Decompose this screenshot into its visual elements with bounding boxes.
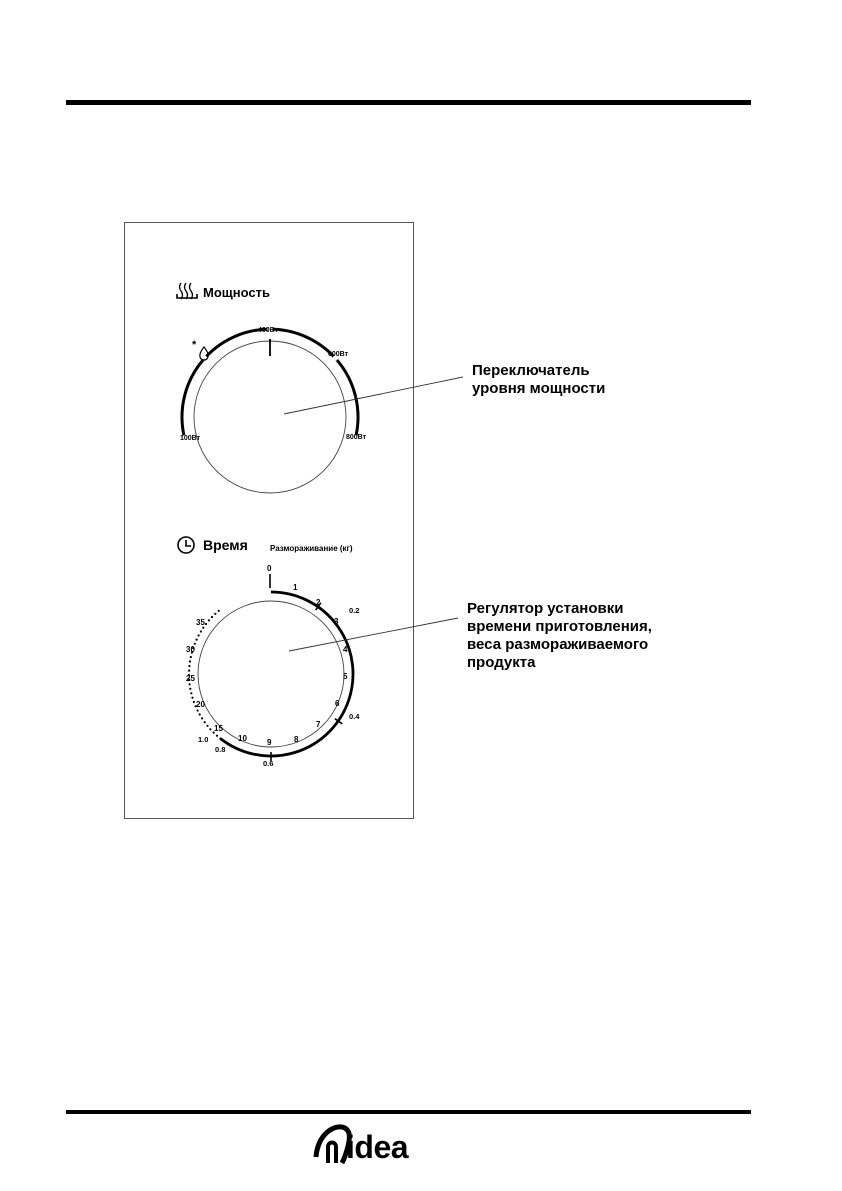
time-mark: 9 (267, 738, 272, 747)
time-mark: 0 (267, 564, 272, 573)
power-heading: Мощность (203, 285, 270, 300)
time-mark: 2 (316, 598, 321, 607)
timer-scale-dot (204, 721, 206, 723)
clock-icon (178, 537, 194, 553)
timer-scale-dot (190, 656, 192, 658)
weight-mark: 0.2 (349, 606, 360, 615)
time-mark: 15 (214, 724, 223, 733)
time-mark: 5 (343, 672, 348, 681)
time-mark: 25 (186, 674, 195, 683)
midea-logo (312, 1117, 452, 1173)
timer-scale-dot (188, 665, 190, 667)
weight-mark: 0.4 (349, 712, 360, 721)
time-mark: 4 (343, 645, 348, 654)
time-mark: 1 (293, 583, 298, 592)
timer-scale-dot (196, 639, 198, 641)
power-label-800w: 800Вт (346, 434, 367, 441)
timer-callout (467, 600, 652, 672)
power-label-100w: 100Вт (180, 435, 201, 442)
time-mark: 7 (316, 720, 321, 729)
timer-scale-dot (209, 728, 211, 730)
weight-mark: 1.0 (198, 735, 209, 744)
steam-waves-icon (177, 283, 197, 299)
svg-text:*: * (192, 339, 197, 351)
time-mark: 8 (294, 735, 299, 744)
weight-mark: 0.6 (263, 759, 274, 768)
time-mark: 3 (334, 617, 339, 626)
logo-text: idea (346, 1129, 409, 1165)
timer-scale-dot (205, 623, 207, 625)
time-mark: 20 (196, 700, 205, 709)
timer-scale-dot (208, 619, 210, 621)
timer-scale-dot (193, 701, 195, 703)
timer-scale-dot (200, 630, 202, 632)
timer-callout-line: продукта (467, 654, 536, 671)
power-callout (472, 362, 605, 398)
timer-scale-dot (188, 670, 190, 672)
power-label-600w: 600Вт (328, 351, 349, 358)
time-mark: 6 (335, 699, 340, 708)
timer-scale-dot (189, 683, 191, 685)
timer-scale-dot (218, 610, 220, 612)
footer-rule (66, 1110, 751, 1114)
timer-heading: Время (203, 537, 248, 553)
defrost-heading: Размораживание (кг) (270, 544, 353, 553)
timer-scale-dot (211, 616, 213, 618)
timer-scale-dot (206, 725, 208, 727)
timer-scale-dot (216, 735, 218, 737)
timer-scale-dot (198, 634, 200, 636)
timer-callout-line: веса размораживаемого (467, 636, 649, 653)
timer-scale-dot (191, 697, 193, 699)
timer-scale-dot (199, 713, 201, 715)
power-label-400w: 400Вт (258, 327, 279, 334)
power-callout-line: уровня мощности (472, 380, 606, 397)
weight-mark: 0.8 (215, 745, 226, 754)
timer-scale-dot (190, 692, 192, 694)
timer-scale-dot (201, 717, 203, 719)
timer-callout-line: Регулятор установки (467, 600, 624, 617)
timer-callout-line: времени приготовления, (467, 618, 652, 635)
timer-scale-dot (189, 660, 191, 662)
timer-scale-dot (214, 613, 216, 615)
timer-scale-dot (219, 738, 221, 740)
power-callout-line: Переключатель (472, 362, 590, 379)
timer-scale-dot (189, 688, 191, 690)
power-knob[interactable] (194, 341, 346, 493)
time-mark: 35 (196, 618, 205, 627)
timer-callout-leader (289, 618, 458, 651)
timer-scale-dot (197, 709, 199, 711)
power-callout-leader (284, 377, 463, 414)
time-mark: 10 (238, 734, 247, 743)
time-mark: 30 (186, 645, 195, 654)
